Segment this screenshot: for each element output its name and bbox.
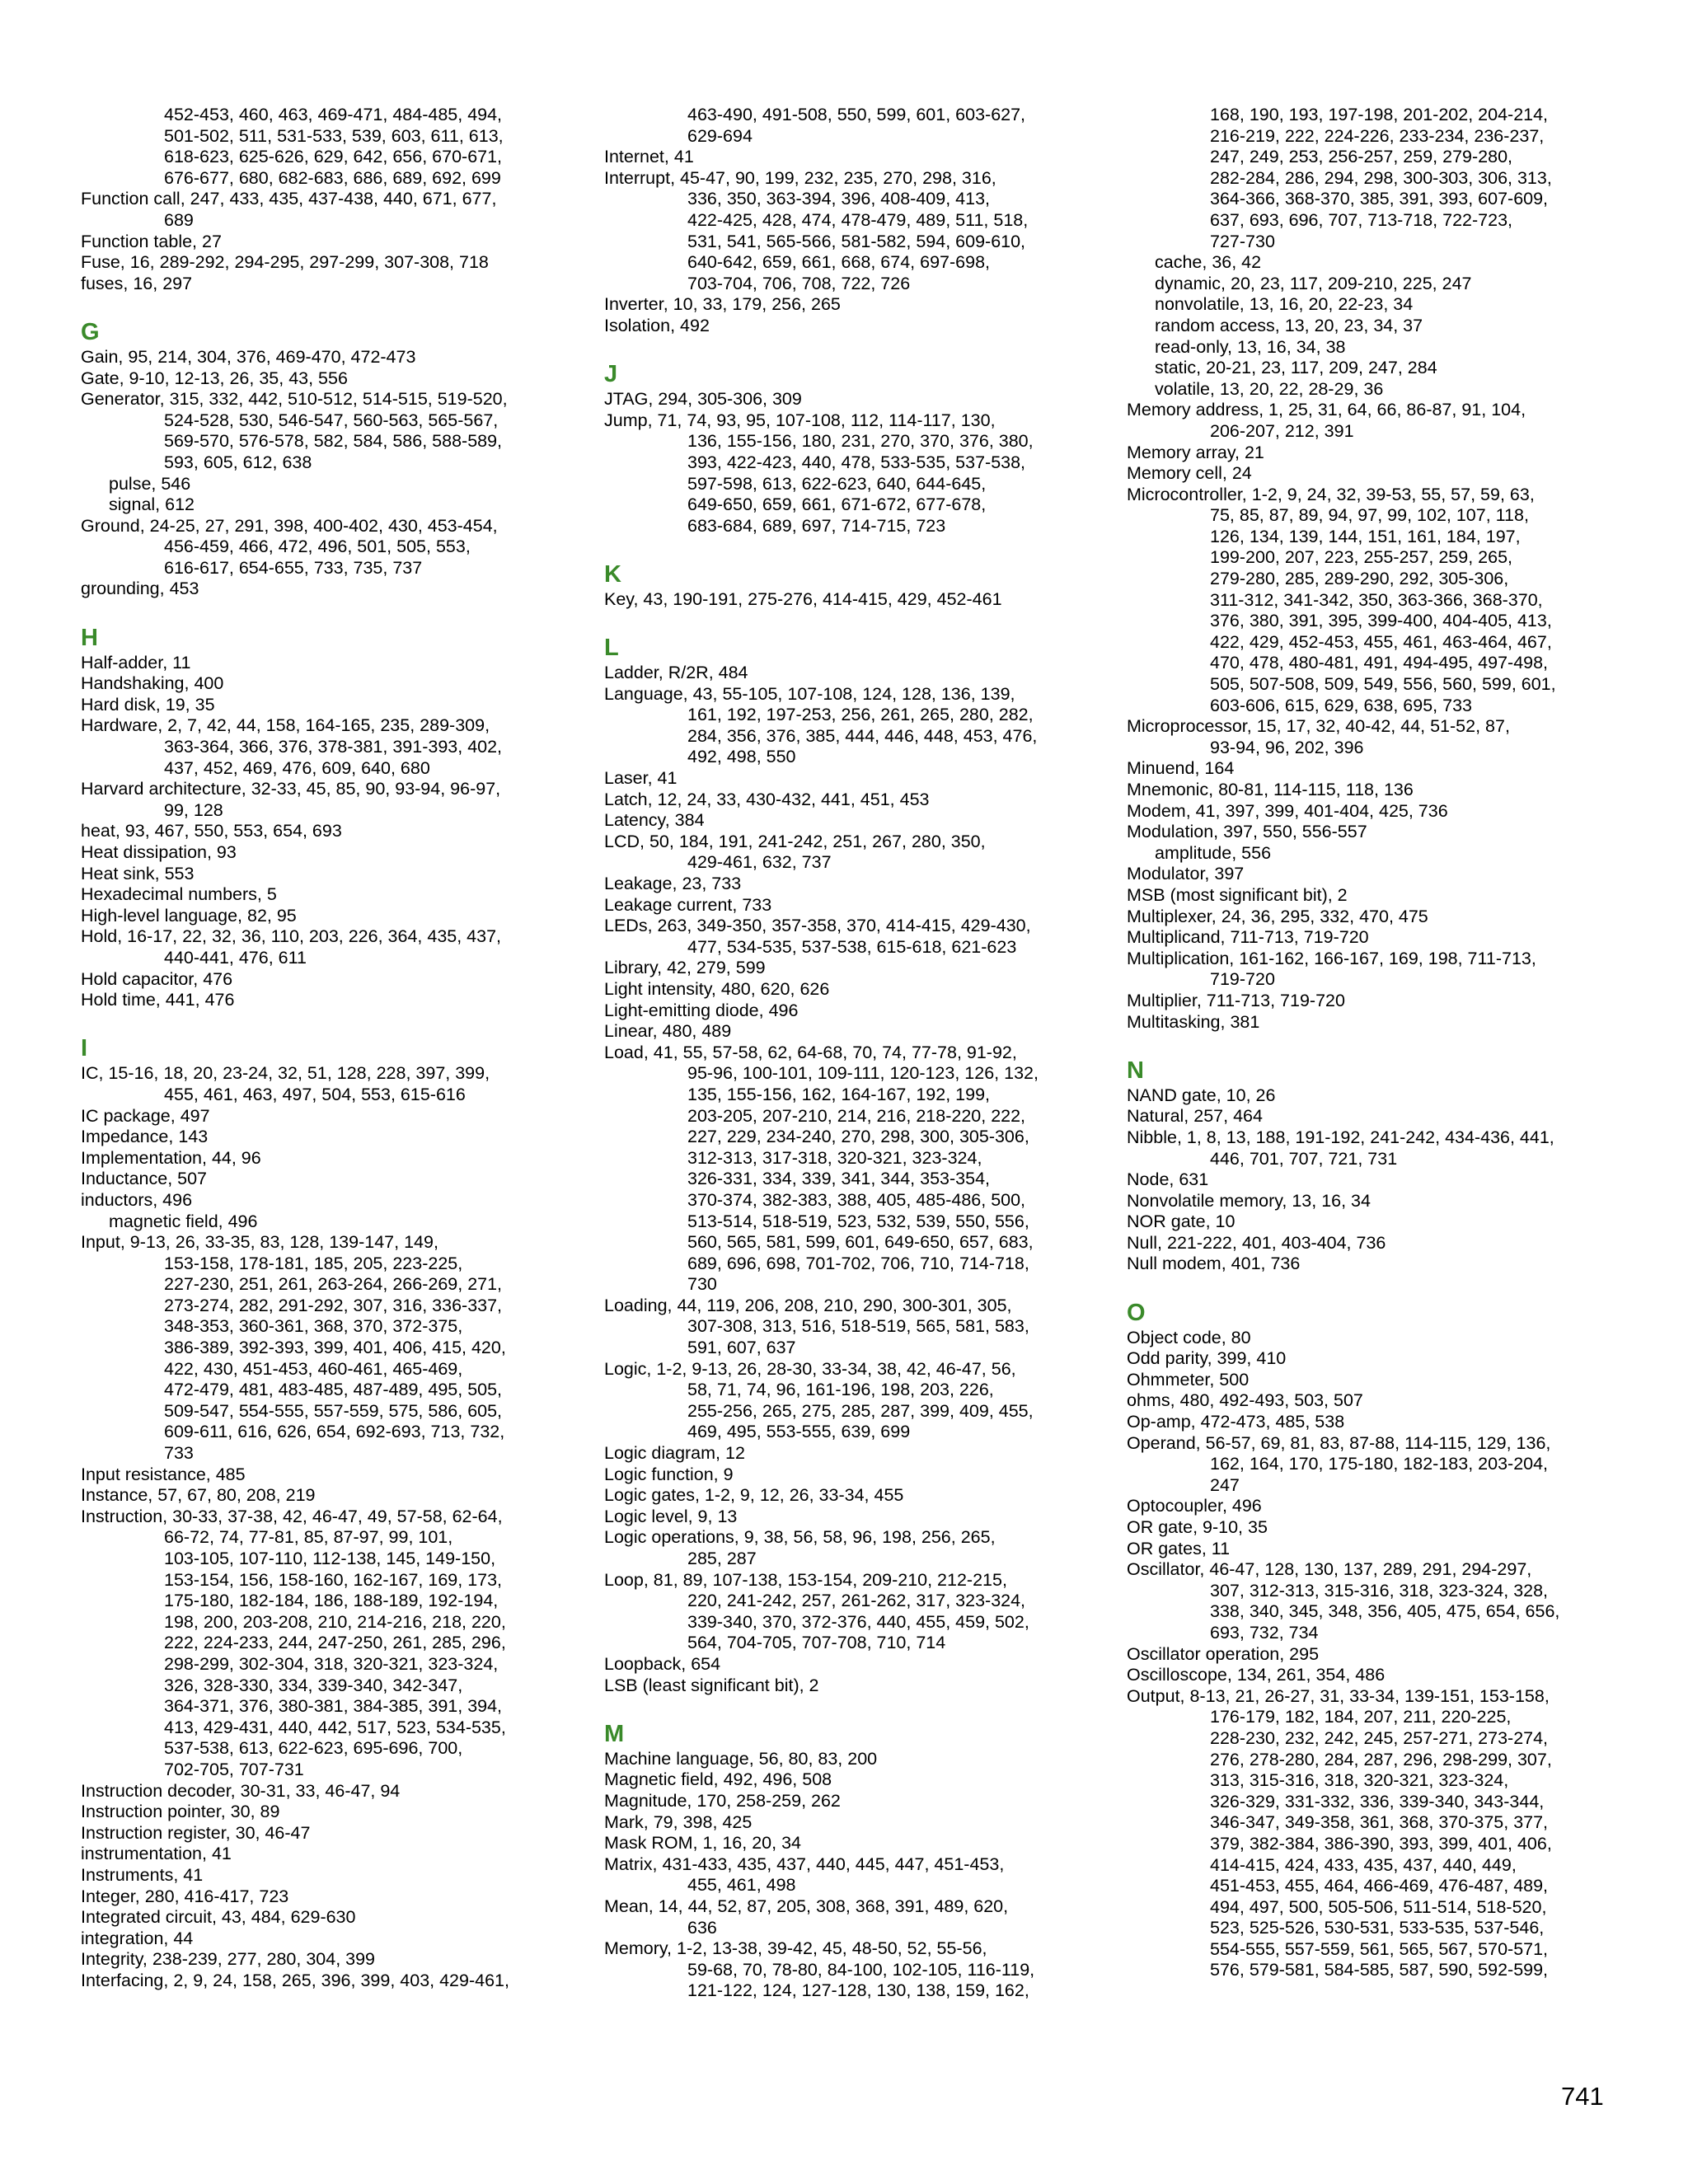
index-continuation: 437, 452, 469, 476, 609, 640, 680 (164, 757, 430, 778)
index-entry: Integrity, 238-239, 277, 280, 304, 399 (81, 1949, 376, 1970)
section-gap (604, 537, 1090, 558)
section-gap (1127, 1275, 1613, 1296)
index-entry: Hold, 16-17, 22, 32, 36, 110, 203, 226, 364, 435, 437, (81, 926, 502, 947)
index-continuation: 422-425, 428, 474, 478-479, 489, 511, 518, (687, 209, 1029, 230)
section-gap (81, 294, 567, 316)
index-continuation: 564, 704-705, 707-708, 710, 714 (687, 1633, 946, 1653)
index-subentry: read-only, 13, 16, 34, 38 (1155, 336, 1346, 357)
index-continuation: 422, 430, 451-453, 460-461, 465-469, (164, 1358, 463, 1379)
index-continuation: 440-441, 476, 611 (164, 947, 307, 968)
index-continuation: 629-694 (687, 125, 753, 146)
index-entry: Logic level, 9, 13 (604, 1506, 738, 1526)
index-entry: Loading, 44, 119, 206, 208, 210, 290, 300-301, 305, (604, 1295, 1012, 1315)
index-continuation: 99, 128 (164, 799, 223, 820)
index-continuation: 121-122, 124, 127-128, 130, 138, 159, 162, (687, 1980, 1029, 2001)
index-entry: fuses, 16, 297 (81, 273, 193, 293)
index-continuation: 312-313, 317-318, 320-321, 323-324, (687, 1147, 982, 1168)
index-entry: Isolation, 492 (604, 315, 710, 335)
index-continuation: 693, 732, 734 (1210, 1622, 1319, 1643)
index-continuation: 153-158, 178-181, 185, 205, 223-225, (164, 1253, 463, 1273)
index-entry: IC package, 497 (81, 1105, 210, 1126)
index-entry: Logic gates, 1-2, 9, 12, 26, 33-34, 455 (604, 1485, 904, 1506)
section-gap (81, 600, 567, 621)
index-subentry: signal, 612 (109, 494, 195, 515)
index-continuation: 505, 507-508, 509, 549, 556, 560, 599, 601, (1210, 674, 1556, 695)
index-continuation: 338, 340, 345, 348, 356, 405, 475, 654, 656, (1210, 1601, 1560, 1622)
index-entry: Function call, 247, 433, 435, 437-438, 440, 671, 677, (81, 189, 497, 209)
index-continuation: 135, 155-156, 162, 164-167, 192, 199, (687, 1084, 991, 1104)
index-continuation: 618-623, 625-626, 629, 642, 656, 670-671, (164, 147, 503, 167)
index-continuation: 637, 693, 696, 707, 713-718, 722-723, (1210, 209, 1513, 230)
index-continuation: 683-684, 689, 697, 714-715, 723 (687, 515, 946, 536)
index-continuation: 413, 429-431, 440, 442, 517, 523, 534-535, (164, 1717, 506, 1737)
index-entry: Memory, 1-2, 13-38, 39-42, 45, 48-50, 52, 55-56, (604, 1938, 987, 1959)
index-entry: Light-emitting diode, 496 (604, 1000, 799, 1020)
index-continuation: 136, 155-156, 180, 231, 270, 370, 376, 380, (687, 431, 1034, 452)
index-continuation: 376, 380, 391, 395, 399-400, 404-405, 413, (1210, 611, 1552, 631)
index-entry: Multitasking, 381 (1127, 1011, 1260, 1032)
index-continuation: 348-353, 360-361, 368, 370, 372-375, (164, 1316, 463, 1337)
index-entry: Interrupt, 45-47, 90, 199, 232, 235, 270, 298, 316, (604, 167, 996, 188)
index-entry: Instruction register, 30, 46-47 (81, 1822, 311, 1843)
index-entry: Ohmmeter, 500 (1127, 1369, 1250, 1390)
index-continuation: 569-570, 576-578, 582, 584, 586, 588-589, (164, 431, 503, 452)
index-continuation: 463-490, 491-508, 550, 599, 601, 603-627, (687, 105, 1026, 124)
index-entry: Null modem, 401, 736 (1127, 1254, 1301, 1274)
index-entry: Jump, 71, 74, 93, 95, 107-108, 112, 114-117, 130, (604, 410, 996, 430)
index-continuation: 379, 382-384, 386-390, 393, 399, 401, 406, (1210, 1833, 1552, 1854)
index-continuation: 494, 497, 500, 505-506, 511-514, 518-520, (1210, 1896, 1547, 1917)
index-entry: Linear, 480, 489 (604, 1021, 732, 1042)
index-entry: Hard disk, 19, 35 (81, 694, 215, 715)
letter-heading: K (604, 560, 621, 588)
index-entry: Integer, 280, 416-417, 723 (81, 1886, 289, 1906)
index-entry: Operand, 56-57, 69, 81, 83, 87-88, 114-115, 129, 136, (1127, 1432, 1551, 1453)
index-continuation: 477, 534-535, 537-538, 615-618, 621-623 (687, 936, 1017, 957)
index-subentry: random access, 13, 20, 23, 34, 37 (1155, 315, 1423, 335)
index-entry: Language, 43, 55-105, 107-108, 124, 128, 136, 139, (604, 683, 1015, 704)
index-entry: Machine language, 56, 80, 83, 200 (604, 1748, 878, 1769)
index-entry: heat, 93, 467, 550, 553, 654, 693 (81, 821, 342, 841)
index-continuation: 298-299, 302-304, 318, 320-321, 323-324, (164, 1653, 499, 1674)
index-subentry: dynamic, 20, 23, 117, 209-210, 225, 247 (1155, 273, 1472, 293)
section-gap (1127, 1033, 1613, 1054)
index-continuation: 339-340, 370, 372-376, 440, 455, 459, 502, (687, 1611, 1029, 1632)
index-entry: Ladder, R/2R, 484 (604, 663, 748, 683)
index-continuation: 326, 328-330, 334, 339-340, 342-347, (164, 1675, 463, 1695)
index-entry: NOR gate, 10 (1127, 1212, 1236, 1232)
index-continuation: 199-200, 207, 223, 255-257, 259, 265, (1210, 547, 1513, 568)
index-entry: Inverter, 10, 33, 179, 256, 265 (604, 294, 841, 315)
index-entry: Logic, 1-2, 9-13, 26, 28-30, 33-34, 38, 42, 46-47, 56, (604, 1358, 1016, 1379)
section-gap (81, 1011, 567, 1033)
index-entry: Minuend, 164 (1127, 758, 1235, 779)
index-entry: Instruments, 41 (81, 1864, 204, 1885)
index-entry: Input resistance, 485 (81, 1464, 246, 1484)
index-entry: Memory address, 1, 25, 31, 64, 66, 86-87, 91, 104, (1127, 400, 1526, 420)
index-entry: Magnitude, 170, 258-259, 262 (604, 1790, 841, 1811)
index-entry: Integrated circuit, 43, 484, 629-630 (81, 1907, 356, 1928)
index-entry: Heat dissipation, 93 (81, 842, 237, 862)
index-entry: Mask ROM, 1, 16, 20, 34 (604, 1833, 801, 1854)
index-entry: Implementation, 44, 96 (81, 1147, 261, 1168)
index-entry: Half-adder, 11 (81, 652, 191, 673)
index-entry: Modulator, 397 (1127, 864, 1245, 884)
index-entry: Magnetic field, 492, 496, 508 (604, 1769, 832, 1790)
index-entry: LCD, 50, 184, 191, 241-242, 251, 267, 280, 350, (604, 831, 986, 851)
index-continuation: 198, 200, 203-208, 210, 214-216, 218, 220, (164, 1611, 506, 1632)
letter-heading: J (604, 361, 618, 388)
index-entry: High-level language, 82, 95 (81, 905, 297, 926)
index-continuation: 307-308, 313, 516, 518-519, 565, 581, 583, (687, 1316, 1029, 1337)
index-entry: Instance, 57, 67, 80, 208, 219 (81, 1485, 316, 1506)
index-continuation: 247 (1210, 1474, 1240, 1495)
index-continuation: 364-371, 376, 380-381, 384-385, 391, 394, (164, 1696, 503, 1717)
section-gap (604, 1696, 1090, 1718)
index-entry: Op-amp, 472-473, 485, 538 (1127, 1412, 1345, 1432)
index-entry: LSB (least significant bit), 2 (604, 1675, 819, 1695)
index-subentry: amplitude, 556 (1155, 842, 1272, 863)
index-entry: Multiplier, 711-713, 719-720 (1127, 990, 1345, 1010)
index-entry: IC, 15-16, 18, 20, 23-24, 32, 51, 128, 228, 397, 399, (81, 1063, 490, 1084)
index-entry: Internet, 41 (604, 147, 694, 167)
index-continuation: 276, 278-280, 284, 287, 296, 298-299, 307, (1210, 1749, 1552, 1769)
index-continuation: 326-331, 334, 339, 341, 344, 353-354, (687, 1169, 991, 1189)
index-continuation: 531, 541, 565-566, 581-582, 594, 609-610, (687, 231, 1026, 251)
index-continuation: 386-389, 392-393, 399, 401, 406, 415, 420, (164, 1338, 506, 1358)
index-entry: Natural, 257, 464 (1127, 1106, 1263, 1127)
index-entry: grounding, 453 (81, 579, 199, 599)
index-entry: Memory cell, 24 (1127, 463, 1252, 484)
index-entry: Multiplexer, 24, 36, 295, 332, 470, 475 (1127, 906, 1428, 926)
index-entry: Matrix, 431-433, 435, 437, 440, 445, 447, 451-453, (604, 1854, 1005, 1874)
index-entry: Key, 43, 190-191, 275-276, 414-415, 429, 452-461 (604, 588, 1002, 609)
index-entry: Gate, 9-10, 12-13, 26, 35, 43, 556 (81, 368, 348, 388)
index-entry: Logic function, 9 (604, 1464, 734, 1484)
index-entry: Oscilloscope, 134, 261, 354, 486 (1127, 1665, 1386, 1685)
index-entry: Library, 42, 279, 599 (604, 958, 766, 978)
index-continuation: 175-180, 182-184, 186, 188-189, 192-194, (164, 1591, 499, 1611)
index-entry: Modem, 41, 397, 399, 401-404, 425, 736 (1127, 800, 1448, 821)
index-entry: Gain, 95, 214, 304, 376, 469-470, 472-473 (81, 346, 416, 367)
index-entry: Nonvolatile memory, 13, 16, 34 (1127, 1190, 1371, 1211)
index-continuation: 75, 85, 87, 89, 94, 97, 99, 102, 107, 118, (1210, 505, 1529, 526)
page-number: 741 (1561, 2082, 1604, 2111)
index-continuation: 472-479, 481, 483-485, 487-489, 495, 505, (164, 1380, 503, 1400)
index-entry: Optocoupler, 496 (1127, 1496, 1262, 1516)
index-continuation: 730 (687, 1274, 717, 1295)
index-continuation: 168, 190, 193, 197-198, 201-202, 204-214, (1210, 105, 1549, 124)
index-continuation: 216-219, 222, 224-226, 233-234, 236-237, (1210, 125, 1545, 146)
index-entry: Loop, 81, 89, 107-138, 153-154, 209-210, 212-215, (604, 1569, 1007, 1590)
index-continuation: 346-347, 349-358, 361, 368, 370-375, 377, (1210, 1812, 1549, 1833)
index-entry: Oscillator operation, 295 (1127, 1643, 1320, 1664)
index-entry: Latch, 12, 24, 33, 430-432, 441, 451, 453 (604, 789, 930, 809)
index-entry: Leakage current, 733 (604, 894, 772, 915)
index-continuation: 364-366, 368-370, 385, 391, 393, 607-609, (1210, 189, 1549, 209)
index-continuation: 206-207, 212, 391 (1210, 420, 1354, 441)
index-continuation: 58, 71, 74, 96, 161-196, 198, 203, 226, (687, 1380, 994, 1400)
index-continuation: 247, 249, 253, 256-257, 259, 279-280, (1210, 147, 1513, 167)
index-continuation: 455, 461, 498 (687, 1875, 796, 1896)
index-continuation: 311-312, 341-342, 350, 363-366, 368-370, (1210, 589, 1543, 610)
index-continuation: 727-730 (1210, 231, 1275, 251)
index-continuation: 59-68, 70, 78-80, 84-100, 102-105, 116-119, (687, 1959, 1035, 1980)
index-entry: Light intensity, 480, 620, 626 (604, 978, 830, 999)
index-entry: Hold capacitor, 476 (81, 968, 233, 989)
letter-heading: G (81, 318, 100, 345)
index-continuation: 676-677, 680, 682-683, 686, 689, 692, 699 (164, 167, 501, 188)
index-continuation: 176-179, 182, 184, 207, 211, 220-225, (1210, 1707, 1512, 1727)
index-entry: Multiplication, 161-162, 166-167, 169, 198, 711-713, (1127, 948, 1536, 968)
index-subentry: magnetic field, 496 (109, 1211, 258, 1231)
index-continuation: 313, 315-316, 318, 320-321, 323-324, (1210, 1770, 1509, 1791)
index-entry: Ground, 24-25, 27, 291, 398, 400-402, 430, 453-454, (81, 515, 498, 536)
index-continuation: 537-538, 613, 622-623, 695-696, 700, (164, 1738, 463, 1759)
index-entry: instrumentation, 41 (81, 1844, 232, 1864)
index-entry: Hexadecimal numbers, 5 (81, 884, 277, 905)
index-continuation: 636 (687, 1917, 717, 1938)
index-entry: Function table, 27 (81, 231, 222, 251)
index-continuation: 93-94, 96, 202, 396 (1210, 737, 1364, 757)
index-entry: Loopback, 654 (604, 1653, 721, 1674)
index-continuation: 593, 605, 612, 638 (164, 452, 312, 472)
index-entry: Mark, 79, 398, 425 (604, 1811, 753, 1832)
index-continuation: 393, 422-423, 440, 478, 533-535, 537-538, (687, 452, 1026, 472)
index-entry: Logic operations, 9, 38, 56, 58, 96, 198, 256, 265, (604, 1527, 996, 1548)
index-entry: Inductance, 507 (81, 1169, 208, 1189)
index-continuation: 336, 350, 363-394, 396, 408-409, 413, (687, 189, 991, 209)
index-continuation: 609-611, 616, 626, 654, 692-693, 713, 732, (164, 1422, 505, 1442)
index-continuation: 326-329, 331-332, 336, 339-340, 343-344, (1210, 1791, 1545, 1811)
index-subentry: volatile, 13, 20, 22, 28-29, 36 (1155, 378, 1384, 399)
index-entry: JTAG, 294, 305-306, 309 (604, 389, 802, 410)
index-entry: Nibble, 1, 8, 13, 188, 191-192, 241-242, 434-436, 441, (1127, 1127, 1554, 1147)
letter-heading: N (1127, 1057, 1144, 1084)
index-continuation: 370-374, 382-383, 388, 405, 485-486, 500, (687, 1189, 1026, 1210)
index-continuation: 509-547, 554-555, 557-559, 575, 586, 605, (164, 1400, 503, 1421)
index-continuation: 524-528, 530, 546-547, 560-563, 565-567, (164, 410, 499, 430)
index-entry: Load, 41, 55, 57-58, 62, 64-68, 70, 74, 77-78, 91-92, (604, 1042, 1017, 1062)
index-entry: Multiplicand, 711-713, 719-720 (1127, 927, 1369, 948)
index-continuation: 597-598, 613, 622-623, 640, 644-645, (687, 473, 987, 494)
index-continuation: 227-230, 251, 261, 263-264, 266-269, 271, (164, 1274, 503, 1295)
index-continuation: 162, 164, 170, 175-180, 182-183, 203-204, (1210, 1454, 1549, 1474)
index-entry: Latency, 384 (604, 810, 705, 831)
index-entry: ohms, 480, 492-493, 503, 507 (1127, 1390, 1363, 1411)
index-continuation: 560, 565, 581, 599, 601, 649-650, 657, 683, (687, 1232, 1034, 1253)
index-continuation: 222, 224-233, 244, 247-250, 261, 285, 296, (164, 1633, 506, 1653)
index-continuation: 161, 192, 197-253, 256, 261, 265, 280, 282, (687, 705, 1034, 725)
index-entry: Object code, 80 (1127, 1327, 1251, 1347)
index-continuation: 591, 607, 637 (687, 1338, 796, 1358)
section-gap (604, 610, 1090, 631)
index-continuation: 523, 525-526, 530-531, 533-535, 537-546, (1210, 1918, 1545, 1938)
index-continuation: 103-105, 107-110, 112-138, 145, 149-150, (164, 1549, 496, 1568)
index-continuation: 95-96, 100-101, 109-111, 120-123, 126, 132, (687, 1063, 1039, 1084)
index-entry: Harvard architecture, 32-33, 45, 85, 90, 93-94, 96-97, (81, 779, 501, 799)
index-entry: Instruction, 30-33, 37-38, 42, 46-47, 49, 57-58, 62-64, (81, 1506, 503, 1526)
letter-heading: M (604, 1720, 625, 1747)
letter-heading: I (81, 1035, 88, 1062)
index-entry: Hold time, 441, 476 (81, 990, 235, 1010)
index-continuation: 446, 701, 707, 721, 731 (1210, 1148, 1398, 1169)
index-continuation: 227, 229, 234-240, 270, 298, 300, 305-306, (687, 1127, 1029, 1147)
index-continuation: 649-650, 659, 661, 671-672, 677-678, (687, 494, 987, 515)
index-continuation: 501-502, 511, 531-533, 539, 603, 611, 613, (164, 125, 504, 146)
index-subentry: cache, 36, 42 (1155, 252, 1262, 273)
index-entry: OR gates, 11 (1127, 1538, 1231, 1558)
index-continuation: 456-459, 466, 472, 496, 501, 505, 553, (164, 537, 471, 557)
index-continuation: 363-364, 366, 376, 378-381, 391-393, 402, (164, 737, 503, 757)
index-subentry: nonvolatile, 13, 16, 20, 22-23, 34 (1155, 294, 1414, 315)
index-continuation: 689 (164, 209, 194, 230)
index-continuation: 603-606, 615, 629, 638, 695, 733 (1210, 695, 1472, 715)
index-continuation: 719-720 (1210, 969, 1275, 990)
index-continuation: 153-154, 156, 158-160, 162-167, 169, 173, (164, 1569, 503, 1590)
index-subentry: pulse, 546 (109, 473, 191, 494)
index-subentry: static, 20-21, 23, 117, 209, 247, 284 (1155, 358, 1437, 378)
index-continuation: 554-555, 557-559, 561, 565, 567, 570-571, (1210, 1938, 1549, 1959)
index-entry: Handshaking, 400 (81, 673, 224, 694)
index-continuation: 284, 356, 376, 385, 444, 446, 448, 453, 476, (687, 725, 1038, 746)
index-entry: Node, 631 (1127, 1169, 1209, 1190)
index-continuation: 414-415, 424, 433, 435, 437, 440, 449, (1210, 1854, 1517, 1875)
index-entry: Odd parity, 399, 410 (1127, 1348, 1287, 1369)
index-entry: Modulation, 397, 550, 556-557 (1127, 822, 1367, 842)
index-entry: LEDs, 263, 349-350, 357-358, 370, 414-415, 429-430, (604, 916, 1031, 936)
letter-heading: L (604, 635, 619, 662)
index-column-3 (1127, 105, 1613, 1981)
index-continuation: 616-617, 654-655, 733, 735, 737 (164, 557, 423, 578)
index-continuation: 66-72, 74, 77-81, 85, 87-97, 99, 101, (164, 1527, 453, 1548)
index-entry: Heat sink, 553 (81, 863, 195, 883)
index-entry: Mean, 14, 44, 52, 87, 205, 308, 368, 391, 489, 620, (604, 1896, 1009, 1916)
section-gap (604, 337, 1090, 359)
index-continuation: 279-280, 285, 289-290, 292, 305-306, (1210, 569, 1509, 589)
index-entry: Output, 8-13, 21, 26-27, 31, 33-34, 139-151, 153-158, (1127, 1685, 1550, 1706)
index-entry: MSB (most significant bit), 2 (1127, 884, 1348, 905)
index-entry: Microcontroller, 1-2, 9, 24, 32, 39-53, 55, 57, 59, 63, (1127, 484, 1535, 504)
index-entry: Hardware, 2, 7, 42, 44, 158, 164-165, 235, 289-309, (81, 715, 490, 736)
index-entry: Fuse, 16, 289-292, 294-295, 297-299, 307-308, 718 (81, 252, 489, 273)
index-continuation: 255-256, 265, 275, 285, 287, 399, 409, 455, (687, 1400, 1034, 1421)
index-continuation: 451-453, 455, 464, 466-469, 476-487, 489, (1210, 1876, 1549, 1896)
index-continuation: 429-461, 632, 737 (687, 852, 832, 873)
letter-heading: O (1127, 1299, 1146, 1326)
index-continuation: 285, 287 (687, 1549, 757, 1568)
index-continuation: 689, 696, 698, 701-702, 706, 710, 714-718, (687, 1253, 1029, 1273)
index-continuation: 422, 429, 452-453, 455, 461, 463-464, 467, (1210, 631, 1552, 652)
index-continuation: 576, 579-581, 584-585, 587, 590, 592-599, (1210, 1960, 1549, 1980)
index-continuation: 203-205, 207-210, 214, 216, 218-220, 222, (687, 1105, 1026, 1126)
index-entry: Instruction decoder, 30-31, 33, 46-47, 94 (81, 1780, 401, 1801)
index-entry: Impedance, 143 (81, 1127, 209, 1147)
index-entry: Leakage, 23, 733 (604, 874, 742, 893)
index-continuation: 307, 312-313, 315-316, 318, 323-324, 328, (1210, 1580, 1549, 1601)
index-entry: OR gate, 9-10, 35 (1127, 1517, 1268, 1537)
index-entry: Oscillator, 46-47, 128, 130, 137, 289, 291, 294-297, (1127, 1559, 1532, 1580)
index-continuation: 452-453, 460, 463, 469-471, 484-485, 494, (164, 105, 503, 124)
index-entry: Generator, 315, 332, 442, 510-512, 514-515, 519-520, (81, 389, 508, 410)
index-entry: Input, 9-13, 26, 33-35, 83, 128, 139-147, 149, (81, 1232, 438, 1253)
index-continuation: 733 (164, 1443, 194, 1464)
index-entry: Laser, 41 (604, 768, 678, 789)
index-entry: Instruction pointer, 30, 89 (81, 1802, 280, 1822)
index-continuation: 273-274, 282, 291-292, 307, 316, 336-337, (164, 1295, 503, 1315)
index-continuation: 640-642, 659, 661, 668, 674, 697-698, (687, 252, 991, 273)
index-continuation: 469, 495, 553-555, 639, 699 (687, 1422, 911, 1442)
index-column-1 (81, 105, 567, 1991)
index-continuation: 126, 134, 139, 144, 151, 161, 184, 197, (1210, 526, 1521, 546)
index-entry: Null, 221-222, 401, 403-404, 736 (1127, 1232, 1386, 1253)
index-entry: Microprocessor, 15, 17, 32, 40-42, 44, 51-52, 87, (1127, 716, 1510, 737)
index-entry: inductors, 496 (81, 1189, 193, 1210)
index-entry: integration, 44 (81, 1928, 194, 1948)
index-entry: Mnemonic, 80-81, 114-115, 118, 136 (1127, 780, 1414, 799)
index-continuation: 702-705, 707-731 (164, 1759, 304, 1779)
index-entry: Logic diagram, 12 (604, 1443, 745, 1464)
index-continuation: 220, 241-242, 257, 261-262, 317, 323-324, (687, 1591, 1026, 1611)
index-column-2 (604, 105, 1090, 2002)
index-entry: NAND gate, 10, 26 (1127, 1085, 1276, 1105)
index-entry: Interfacing, 2, 9, 24, 158, 265, 396, 399, 403, 429-461, (81, 1970, 509, 1990)
index-continuation: 492, 498, 550 (687, 747, 796, 767)
index-entry: Memory array, 21 (1127, 442, 1264, 462)
index-continuation: 455, 461, 463, 497, 504, 553, 615-616 (164, 1084, 466, 1104)
index-continuation: 228-230, 232, 242, 245, 257-271, 273-274, (1210, 1727, 1549, 1748)
index-continuation: 282-284, 286, 294, 298, 300-303, 306, 313, (1210, 167, 1552, 188)
index-continuation: 703-704, 706, 708, 722, 726 (687, 273, 911, 293)
index-continuation: 470, 478, 480-481, 491, 494-495, 497-498, (1210, 653, 1549, 673)
letter-heading: H (81, 624, 98, 651)
index-continuation: 513-514, 518-519, 523, 532, 539, 550, 556, (687, 1211, 1029, 1231)
